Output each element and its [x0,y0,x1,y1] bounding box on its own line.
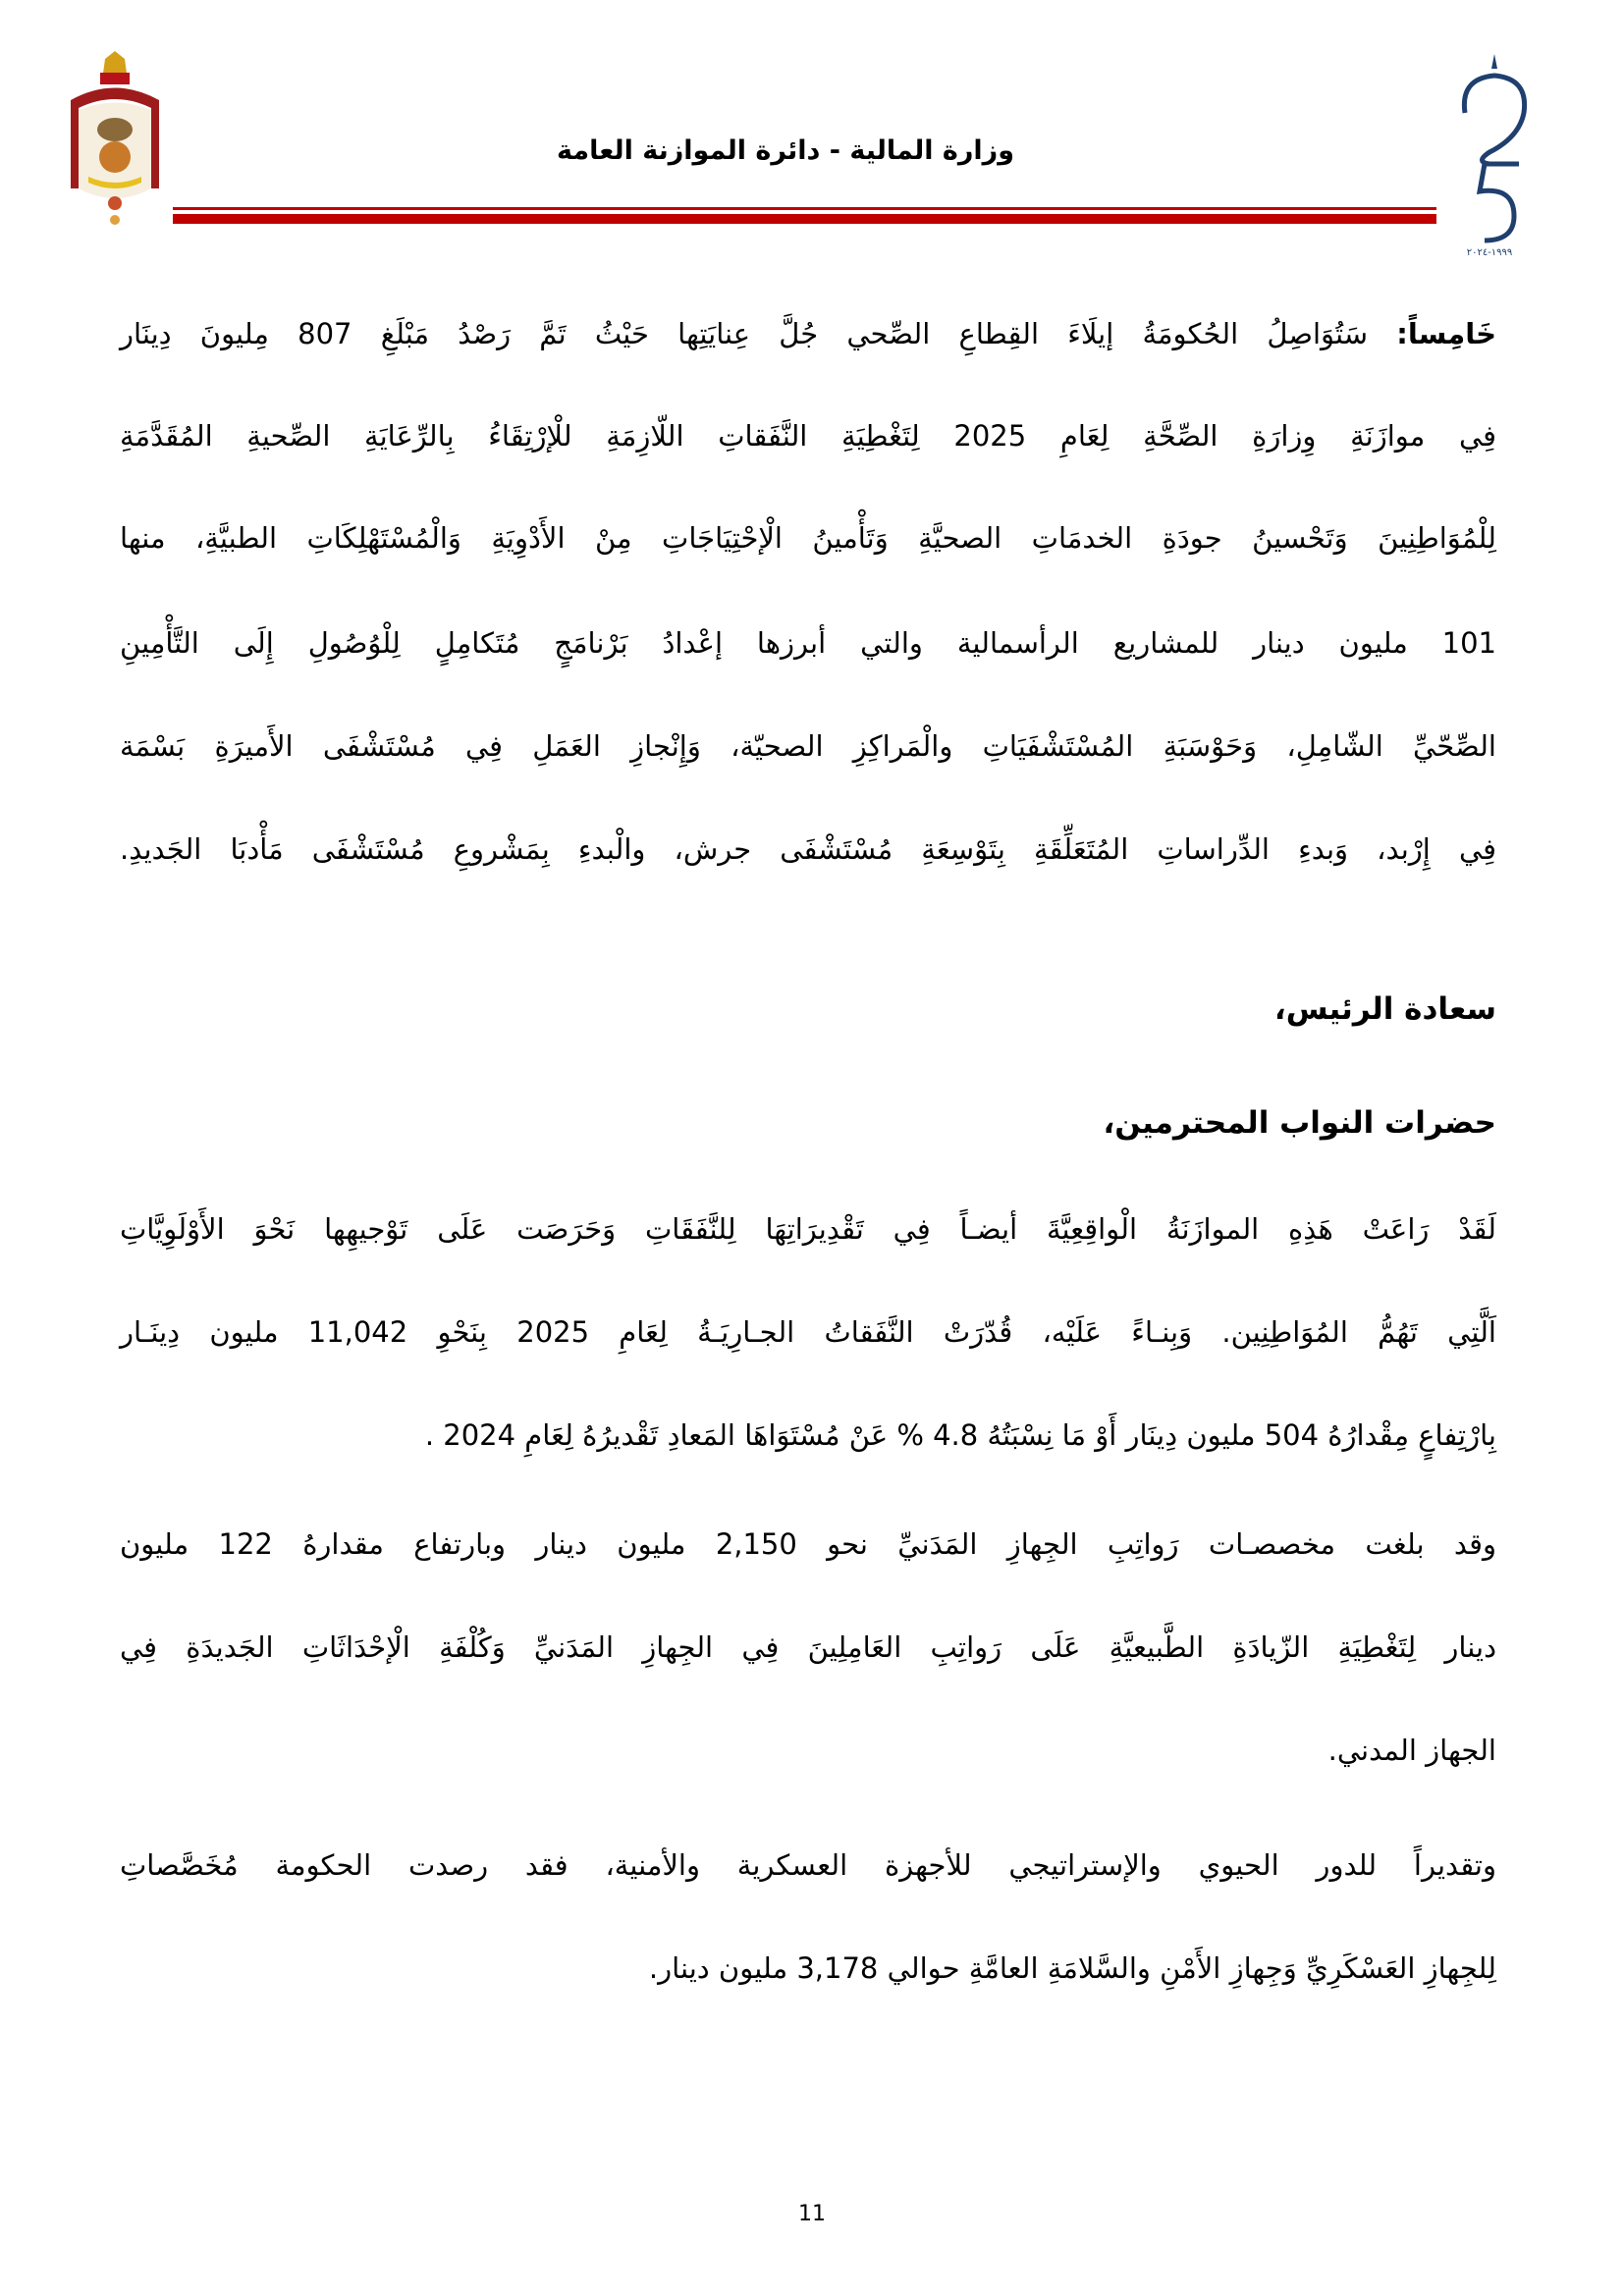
paragraph-line: الجهاز المدني. [1327,1734,1496,1767]
page-number: 11 [798,2202,826,2226]
jordan-coat-of-arms-logo [61,51,169,233]
paragraph-line: بِارْتِفاعٍ مِقْدارُهُ 504 مليون دِينَار أَوْ مَا نِسْبَتُهُ 4.8 % عَنْ مُسْتَوَاهَا المَعادِ تَقْديرُهُ لِعَامِ 2024 . [424,1418,1496,1452]
silver-jubilee-logo [1435,54,1543,260]
paragraph-line: لَقَدْ رَاعَتْ هَذِهِ الموازَنَةُ الْواقِعِيَّةَ أيضـاً فِي تَقْدِيرَاتِهَا لِلنَّفَقَاتِ وَحَرَصَت عَلَى تَوْجيهِها نَحْوَ الأَوْلَوِيَّاتِ [120,1212,1496,1246]
paragraph-line [120,312,1496,355]
salutation-deputies: حضرات النواب المحترمين، [1103,1105,1496,1141]
section-lead: خَامِساً: [1396,317,1496,350]
paragraph-line: دينار لِتَغْطِيَةِ الزّيادَةِ الطَّبيعيَّةِ عَلَى رَواتِبِ العَامِلِينَ فِي الجِهازِ المَدَنيِّ وَكُلْفَةِ الْإحْدَاثَاتِ الجَديدَةِ فِي [120,1630,1496,1664]
line-text: سَتُوَاصِلُ الحُكومَةُ إيلَاءَ القِطاعِ الصِّحي جُلَّ عِنايَتِها حَيْثُ تَمَّ رَصْدُ مَبْلَغِ 807 مِليونَ دِينَار [120,317,1369,350]
paragraph-line: لِلْمُوَاطِنِينَ وَتَحْسينُ جودَةِ الخدمَاتِ الصحيَّةِ وَتَأْمينُ الْإحْتِيَاجَاتِ مِنْ الأَدْوِيَةِ وَالْمُسْتَهْلِكَاتِ الطبيَّةِ، منها [120,521,1496,555]
paragraph-line: وقد بلغت مخصصـات رَواتِبِ الجِهازِ المَدَنيِّ نحو 2,150 مليون دينار وبارتفاع مقدارهُ 122 مليون [120,1527,1496,1561]
paragraph-line: فِي إِرْبد، وَبدءِ الدِّراساتِ المُتَعَلِّقَةِ بِتَوْسِعَةِ مُسْتَشْفَى جرش، والْبدءِ بِمَشْروعِ مُسْتَشْفَى مَأْدبَا الجَديدِ. [120,832,1496,866]
header-rule-thin [173,207,1436,210]
paragraph-line: اَلَّتِي تَهُمُّ المُوَاطِنِين. وَبِنـاءً عَلَيْه، قُدّرَتْ النَّفَقاتُ الجـارِيَـةُ لِعَامِ 2025 بِنَحْوِ 11,042 مليون دِينَـار [120,1315,1496,1349]
paragraph-line: فِي موازَنَةِ وِزارَةِ الصِّحَّةِ لِعَامِ 2025 لِتَغْطِيَةِ النَّفَقاتِ اللّازِمَةِ للْإرْتِقَاءُ بِالرِّعَايَةِ الصِّحيةِ المُقَدَّمَةِ [120,419,1496,453]
header-rule-thick [173,214,1436,224]
salutation-speaker: سعادة الرئيس، [1273,991,1496,1027]
paragraph-line: لِلجِهازِ العَسْكَرِيِّ وَجِهازِ الأَمْنِ والسَّلامَةِ العامَّةِ حوالي 3,178 مليون دينار. [648,1951,1496,1985]
header-title: وزارة المالية - دائرة الموازنة العامة [556,135,1014,166]
paragraph-line: وتقديراً للدور الحيوي والإستراتيجي للأجهزة العسكرية والأمنية، فقد رصدت الحكومة مُخَصَّصاتِ [120,1848,1496,1882]
svg-text:١٩٩٩-٢٠٢٤: ١٩٩٩-٢٠٢٤ [1466,247,1513,258]
paragraph-line: الصِّحّيِّ الشّامِلِ، وَحَوْسَبَةِ المُسْتَشْفَيَاتِ والْمَراكِزِ الصحيّة، وَإِنْجازِ العَمَلِ فِي مُسْتَشْفَى الأَميرَةِ بَسْمَة [120,729,1496,763]
paragraph-line: 101 مليون دينار للمشاريع الرأسمالية والتي أبرزها إعْدادُ بَرْنامَجٍ مُتَكامِلٍ لِلْوُصُولِ إِلَى التَّأْمِينِ [120,626,1496,660]
